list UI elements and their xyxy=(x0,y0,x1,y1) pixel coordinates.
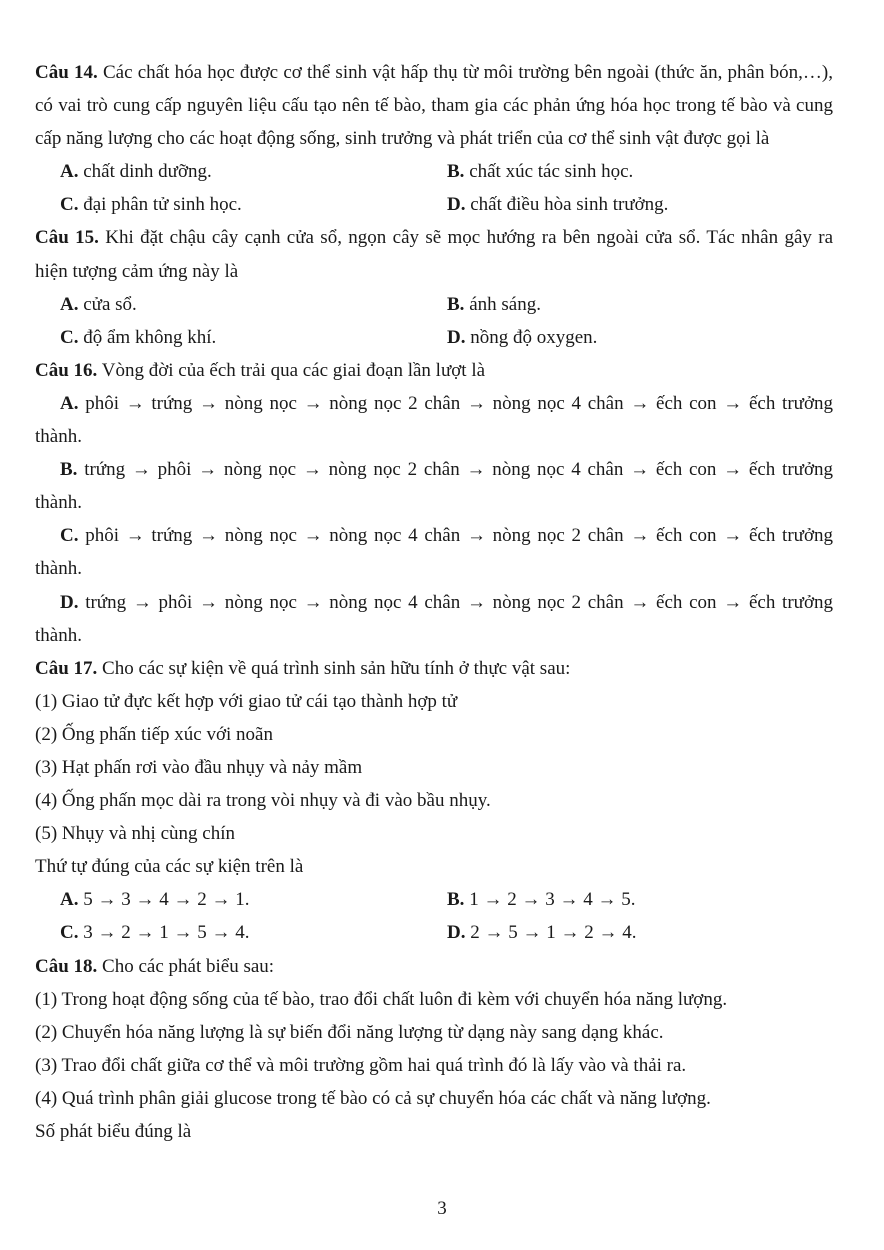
options-row xyxy=(35,288,833,321)
question-prompt: Số phát biểu đúng là xyxy=(35,1121,192,1142)
option-a: A. 5 → 3 → 4 → 2 → 1. xyxy=(60,889,250,911)
page-number: 3 xyxy=(437,1198,447,1219)
option-b: B. 1 → 2 → 3 → 4 → 5. xyxy=(447,889,636,911)
document-page xyxy=(35,56,833,1148)
option-d: D. nồng độ oxygen. xyxy=(447,326,598,348)
list-item: (3) Trao đổi chất giữa cơ thể và môi trường gồm hai quá trình đó là lấy vào và thải ra. xyxy=(35,1054,687,1076)
option-b: B. ánh sáng. xyxy=(447,293,541,315)
option-b: B. trứng → phôi → nòng nọc → nòng nọc 2 chân → nòng nọc 4 chân → ếch con → ếch trưởng thành. xyxy=(35,459,833,514)
option-c: C. 3 → 2 → 1 → 5 → 4. xyxy=(60,922,250,944)
option-a: A. cửa sổ. xyxy=(60,293,137,315)
question-15 xyxy=(35,221,833,287)
list-item: (1) Trong hoạt động sống của tế bào, trao đổi chất luôn đi kèm với chuyển hóa năng lượng. xyxy=(35,988,728,1010)
list-item: (5) Nhụy và nhị cùng chín xyxy=(35,823,235,845)
options-row xyxy=(35,155,833,188)
list-item: (1) Giao tử đực kết hợp với giao tử cái tạo thành hợp tử xyxy=(35,690,458,712)
list-item: (3) Hạt phấn rơi vào đầu nhụy và nảy mầm xyxy=(35,756,363,778)
question-label: Câu 14. xyxy=(35,62,98,83)
list-item: (4) Ống phấn mọc dài ra trong vòi nhụy và đi vào bầu nhụy. xyxy=(35,790,491,812)
option-c: C. đại phân tử sinh học. xyxy=(60,194,242,216)
question-16 xyxy=(35,354,833,387)
option-d: D. trứng → phôi → nòng nọc → nòng nọc 4 chân → nòng nọc 2 chân → ếch con → ếch trưởng thành. xyxy=(35,591,833,646)
list-item: (2) Chuyển hóa năng lượng là sự biến đổi năng lượng từ dạng này sang dạng khác. xyxy=(35,1021,664,1043)
option-a: A. chất dinh dưỡng. xyxy=(60,161,212,183)
options-row xyxy=(35,188,833,221)
question-text: Cho các sự kiện về quá trình sinh sản hữu tính ở thực vật sau: xyxy=(102,657,571,679)
option-b: B. chất xúc tác sinh học. xyxy=(447,161,634,183)
question-14 xyxy=(35,56,833,155)
question-label: Câu 18. xyxy=(35,955,98,977)
options-row xyxy=(35,883,833,916)
option-d: D. 2 → 5 → 1 → 2 → 4. xyxy=(447,922,637,944)
question-label: Câu 16. xyxy=(35,359,98,381)
list-item: (2) Ống phấn tiếp xúc với noãn xyxy=(35,723,273,745)
question-18 xyxy=(35,950,833,983)
question-17 xyxy=(35,652,833,685)
option-a: A. phôi → trứng → nòng nọc → nòng nọc 2 chân → nòng nọc 4 chân → ếch con → ếch trưởng thành. xyxy=(35,392,833,448)
option-c: C. độ ẩm không khí. xyxy=(60,326,217,348)
question-label: Câu 17. xyxy=(35,657,98,679)
question-prompt: Thứ tự đúng của các sự kiện trên là xyxy=(35,856,304,878)
question-label: Câu 15. xyxy=(35,227,99,249)
question-text: Khi đặt chậu cây cạnh cửa sổ, ngọn cây sẽ mọc hướng ra bên ngoài cửa sổ. Tác nhân gây ra hiện tượng cảm ứng này là xyxy=(35,227,834,282)
options-row xyxy=(35,321,833,354)
option-c: C. phôi → trứng → nòng nọc → nòng nọc 4 chân → nòng nọc 2 chân → ếch con → ếch trưởng thành. xyxy=(35,525,833,580)
question-text: Các chất hóa học được cơ thể sinh vật hấp thụ từ môi trường bên ngoài (thức ăn, phân bón,…), có vai trò cung cấp nguyên liệu cấu tạo nên tế bào, tham gia các phản ứng hóa học trong tế bào và cung cấp năng lượng cho các hoạt động sống, sinh trưởng và phát triển của cơ thể sinh vật được gọi là xyxy=(35,62,833,150)
options-row xyxy=(35,916,833,949)
question-text: Vòng đời của ếch trải qua các giai đoạn lần lượt là xyxy=(101,359,486,381)
list-item: (4) Quá trình phân giải glucose trong tế bào có cả sự chuyển hóa các chất và năng lượng. xyxy=(35,1087,711,1109)
question-text: Cho các phát biểu sau: xyxy=(102,955,275,977)
option-d: D. chất điều hòa sinh trưởng. xyxy=(447,194,669,216)
